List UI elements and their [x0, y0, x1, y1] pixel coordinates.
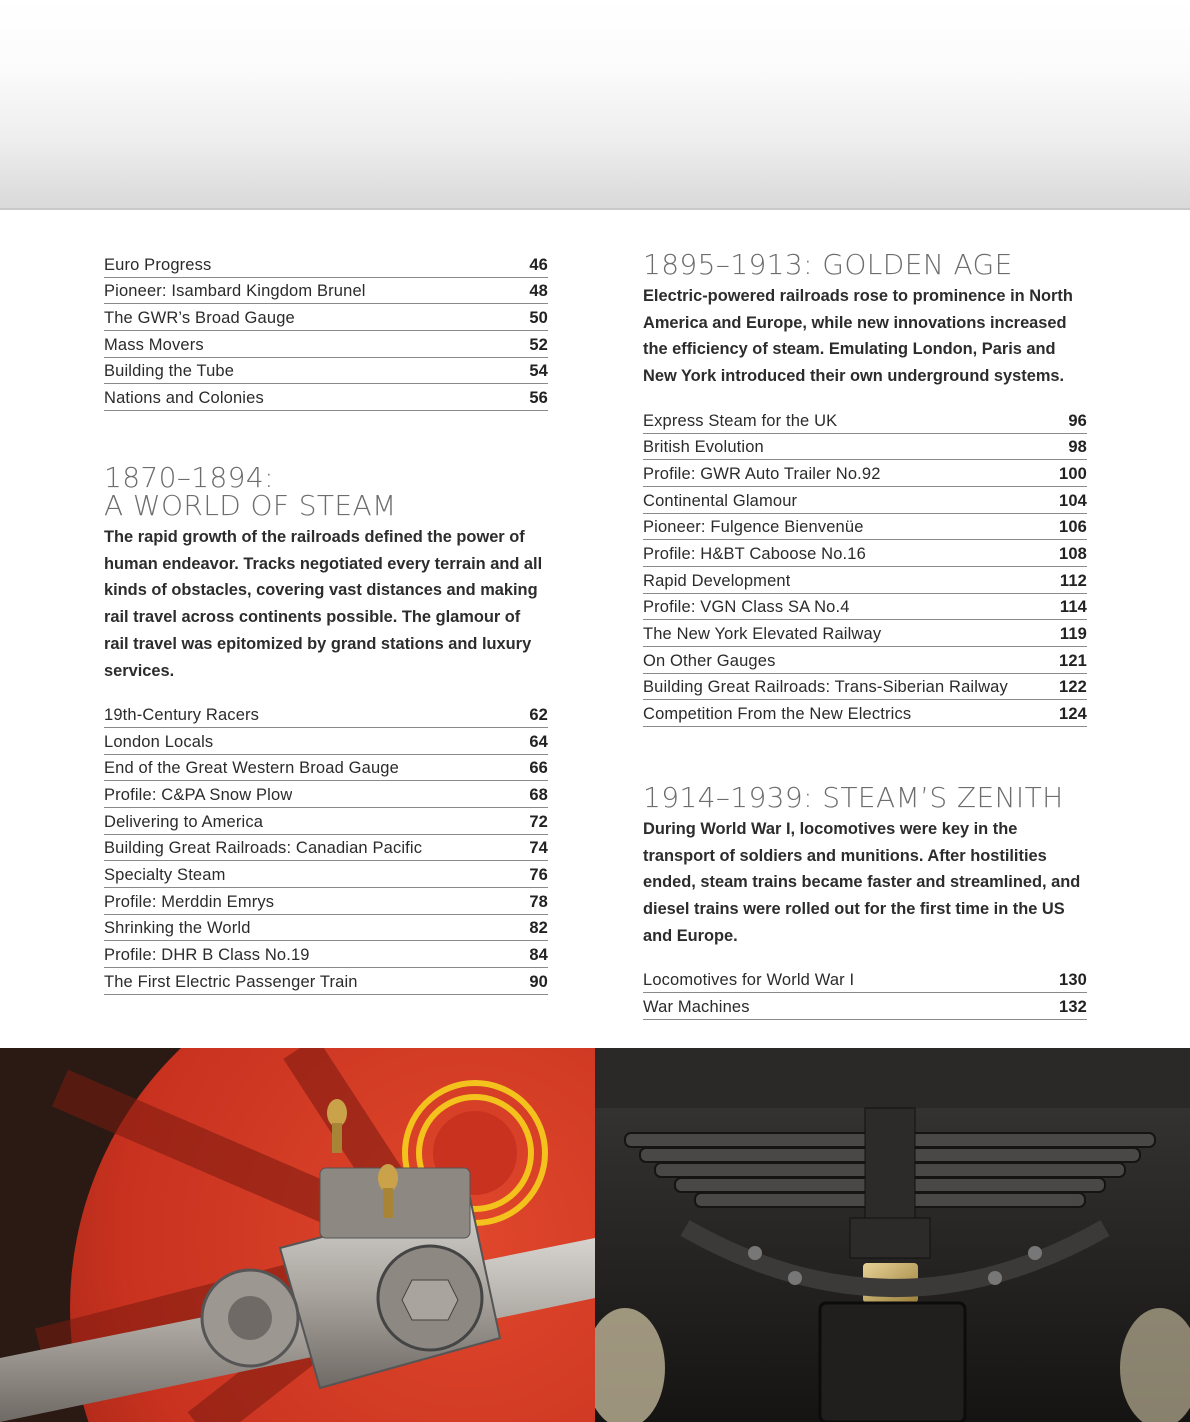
toc-entry[interactable]: [643, 514, 1087, 541]
toc-entry[interactable]: [643, 647, 1087, 674]
toc-entry[interactable]: [104, 781, 548, 808]
toc-entry[interactable]: [104, 384, 548, 411]
toc-entry-page-number: 68: [529, 785, 548, 804]
toc-entry-title: Pioneer: Isambard Kingdom Brunel: [104, 282, 366, 301]
toc-entry-page-number: 54: [529, 362, 548, 381]
toc-entry-page-number: 121: [1059, 651, 1087, 670]
toc-entry-title: Mass Movers: [104, 335, 204, 354]
toc-entry[interactable]: [104, 915, 548, 942]
toc-entry-page-number: 108: [1059, 544, 1087, 563]
toc-entry-title: The New York Elevated Railway: [643, 625, 882, 643]
toc-entry[interactable]: [104, 968, 548, 995]
toc-entry-page-number: 64: [529, 732, 548, 751]
toc-entry-page-number: 46: [529, 255, 548, 274]
section-1895: [643, 248, 1087, 727]
toc-entry-title: Profile: Merddin Emrys: [104, 892, 275, 911]
wheel-coupling-rod-photo: [0, 1048, 595, 1422]
toc-entry-page-number: 124: [1059, 705, 1087, 724]
toc-entry[interactable]: [104, 701, 548, 728]
toc-entry-title: Profile: VGN Class SA No.4: [643, 598, 850, 617]
section-1870: [104, 461, 548, 995]
toc-entry[interactable]: [643, 620, 1087, 647]
toc-entry-page-number: 48: [529, 282, 548, 301]
toc-entry[interactable]: [104, 251, 548, 278]
toc-entry-title: 19th-Century Racers: [104, 705, 260, 724]
section-heading: 1895–1913: GOLDEN AGE: [643, 248, 1013, 281]
toc-entry-page-number: 50: [529, 309, 548, 328]
toc-entry-page-number: 112: [1059, 571, 1087, 590]
toc-entry-page-number: 98: [1068, 438, 1087, 457]
toc-entry-page-number: 132: [1059, 997, 1087, 1016]
toc-entry[interactable]: [643, 594, 1087, 621]
toc-entry[interactable]: [643, 967, 1087, 994]
toc-entry[interactable]: [643, 993, 1087, 1020]
toc-entry[interactable]: [104, 941, 548, 968]
toc-entry-page-number: 114: [1059, 598, 1087, 617]
toc-entry-page-number: 52: [529, 335, 548, 354]
section-1914: [643, 781, 1087, 1020]
toc-entry-page-number: 78: [529, 892, 548, 911]
left-column: [104, 251, 548, 411]
toc-entry[interactable]: [104, 861, 548, 888]
toc-entry[interactable]: [643, 407, 1087, 434]
toc-entry-page-number: 90: [529, 972, 548, 991]
toc-entry-page-number: 74: [529, 839, 548, 858]
toc-entry-title: Specialty Steam: [104, 866, 226, 885]
toc-list-1914: [643, 967, 1087, 1020]
toc-entry[interactable]: [104, 728, 548, 755]
toc-list-1870: [104, 701, 548, 995]
toc-entry-page-number: 100: [1059, 464, 1087, 483]
toc-entry-title: The First Electric Passenger Train: [104, 972, 358, 991]
toc-entry-page-number: 66: [529, 759, 548, 778]
section-heading: [104, 461, 548, 522]
section-heading-line1: 1870–1894:: [104, 461, 274, 494]
toc-entry-title: Continental Glamour: [643, 491, 798, 510]
toc-entry-title: On Other Gauges: [643, 651, 776, 670]
toc-entry-page-number: 82: [529, 919, 548, 938]
header-band: [0, 0, 1190, 210]
toc-entry-title: Pioneer: Fulgence Bienvenüe: [643, 518, 864, 537]
toc-entry-title: Locomotives for World War I: [643, 971, 855, 990]
toc-entry-page-number: 130: [1059, 971, 1087, 990]
toc-entry-page-number: 96: [1068, 411, 1087, 430]
toc-entry-page-number: 122: [1059, 678, 1087, 697]
toc-entry-page-number: 119: [1059, 625, 1087, 643]
toc-list-1895: [643, 407, 1087, 727]
toc-entry-title: Profile: H&BT Caboose No.16: [643, 544, 866, 563]
toc-entry[interactable]: [643, 567, 1087, 594]
toc-entry-page-number: 72: [529, 812, 548, 831]
toc-list-early: [104, 251, 548, 411]
toc-entry-page-number: 104: [1059, 491, 1087, 510]
toc-entry-page-number: 56: [529, 389, 548, 408]
toc-entry-title: Competition From the New Electrics: [643, 705, 912, 724]
section-heading-line2: A WORLD OF STEAM: [104, 489, 397, 522]
toc-entry-title: Profile: C&PA Snow Plow: [104, 785, 293, 804]
toc-entry[interactable]: [643, 700, 1087, 727]
toc-entry-title: War Machines: [643, 997, 750, 1016]
toc-entry-title: London Locals: [104, 732, 214, 751]
toc-entry[interactable]: [643, 487, 1087, 514]
toc-entry-page-number: 84: [529, 946, 548, 965]
toc-entry[interactable]: [104, 304, 548, 331]
toc-entry-page-number: 62: [529, 705, 548, 724]
toc-entry[interactable]: [104, 835, 548, 862]
toc-entry-title: Rapid Development: [643, 571, 791, 590]
toc-entry[interactable]: [643, 540, 1087, 567]
toc-entry-title: End of the Great Western Broad Gauge: [104, 759, 399, 778]
toc-entry[interactable]: [104, 755, 548, 782]
toc-entry[interactable]: [104, 278, 548, 305]
toc-entry[interactable]: [104, 888, 548, 915]
toc-entry-page-number: 76: [529, 866, 548, 885]
toc-entry[interactable]: [104, 808, 548, 835]
section-description: Electric-powered railroads rose to prominence in North America and Europe, while new innovations increased the efficiency of steam. Emulating London, Paris and New York introduced their own underground systems.: [643, 287, 1073, 386]
section-heading: 1914–1939: STEAM’S ZENITH: [643, 781, 1064, 814]
toc-entry-title: Building Great Railroads: Canadian Pacific: [104, 839, 423, 858]
leaf-spring-photo: [595, 1048, 1190, 1422]
section-description: The rapid growth of the railroads defined the power of human endeavor. Tracks negotiated every terrain and all kinds of obstacles, covering vast distances and making rail travel across continents possible. The glamour of rail travel was epitomized by grand stations and luxury services.: [104, 528, 543, 680]
toc-entry-page-number: 106: [1059, 518, 1087, 537]
section-description: During World War I, locomotives were key in the transport of soldiers and munitions. After hostilities ended, steam trains became faster and streamlined, and diesel trains were rolled out for the first time in the US and Europe.: [643, 820, 1081, 945]
toc-entry[interactable]: [643, 460, 1087, 487]
toc-entry-title: Euro Progress: [104, 255, 212, 274]
toc-entry-title: Nations and Colonies: [104, 389, 264, 408]
toc-entry-title: Shrinking the World: [104, 919, 251, 938]
toc-entry-title: The GWR’s Broad Gauge: [104, 309, 295, 328]
toc-entry[interactable]: [104, 331, 548, 358]
toc-entry-title: Building Great Railroads: Trans-Siberian Railway: [643, 678, 1008, 697]
toc-entry-title: Delivering to America: [104, 812, 264, 831]
toc-entry-title: British Evolution: [643, 438, 764, 457]
toc-entry-title: Profile: GWR Auto Trailer No.92: [643, 464, 881, 483]
toc-entry[interactable]: [104, 358, 548, 385]
toc-entry[interactable]: [643, 434, 1087, 461]
toc-entry-title: Profile: DHR B Class No.19: [104, 946, 310, 965]
toc-entry[interactable]: [643, 674, 1087, 701]
toc-entry-title: Building the Tube: [104, 362, 235, 381]
toc-entry-title: Express Steam for the UK: [643, 411, 838, 430]
